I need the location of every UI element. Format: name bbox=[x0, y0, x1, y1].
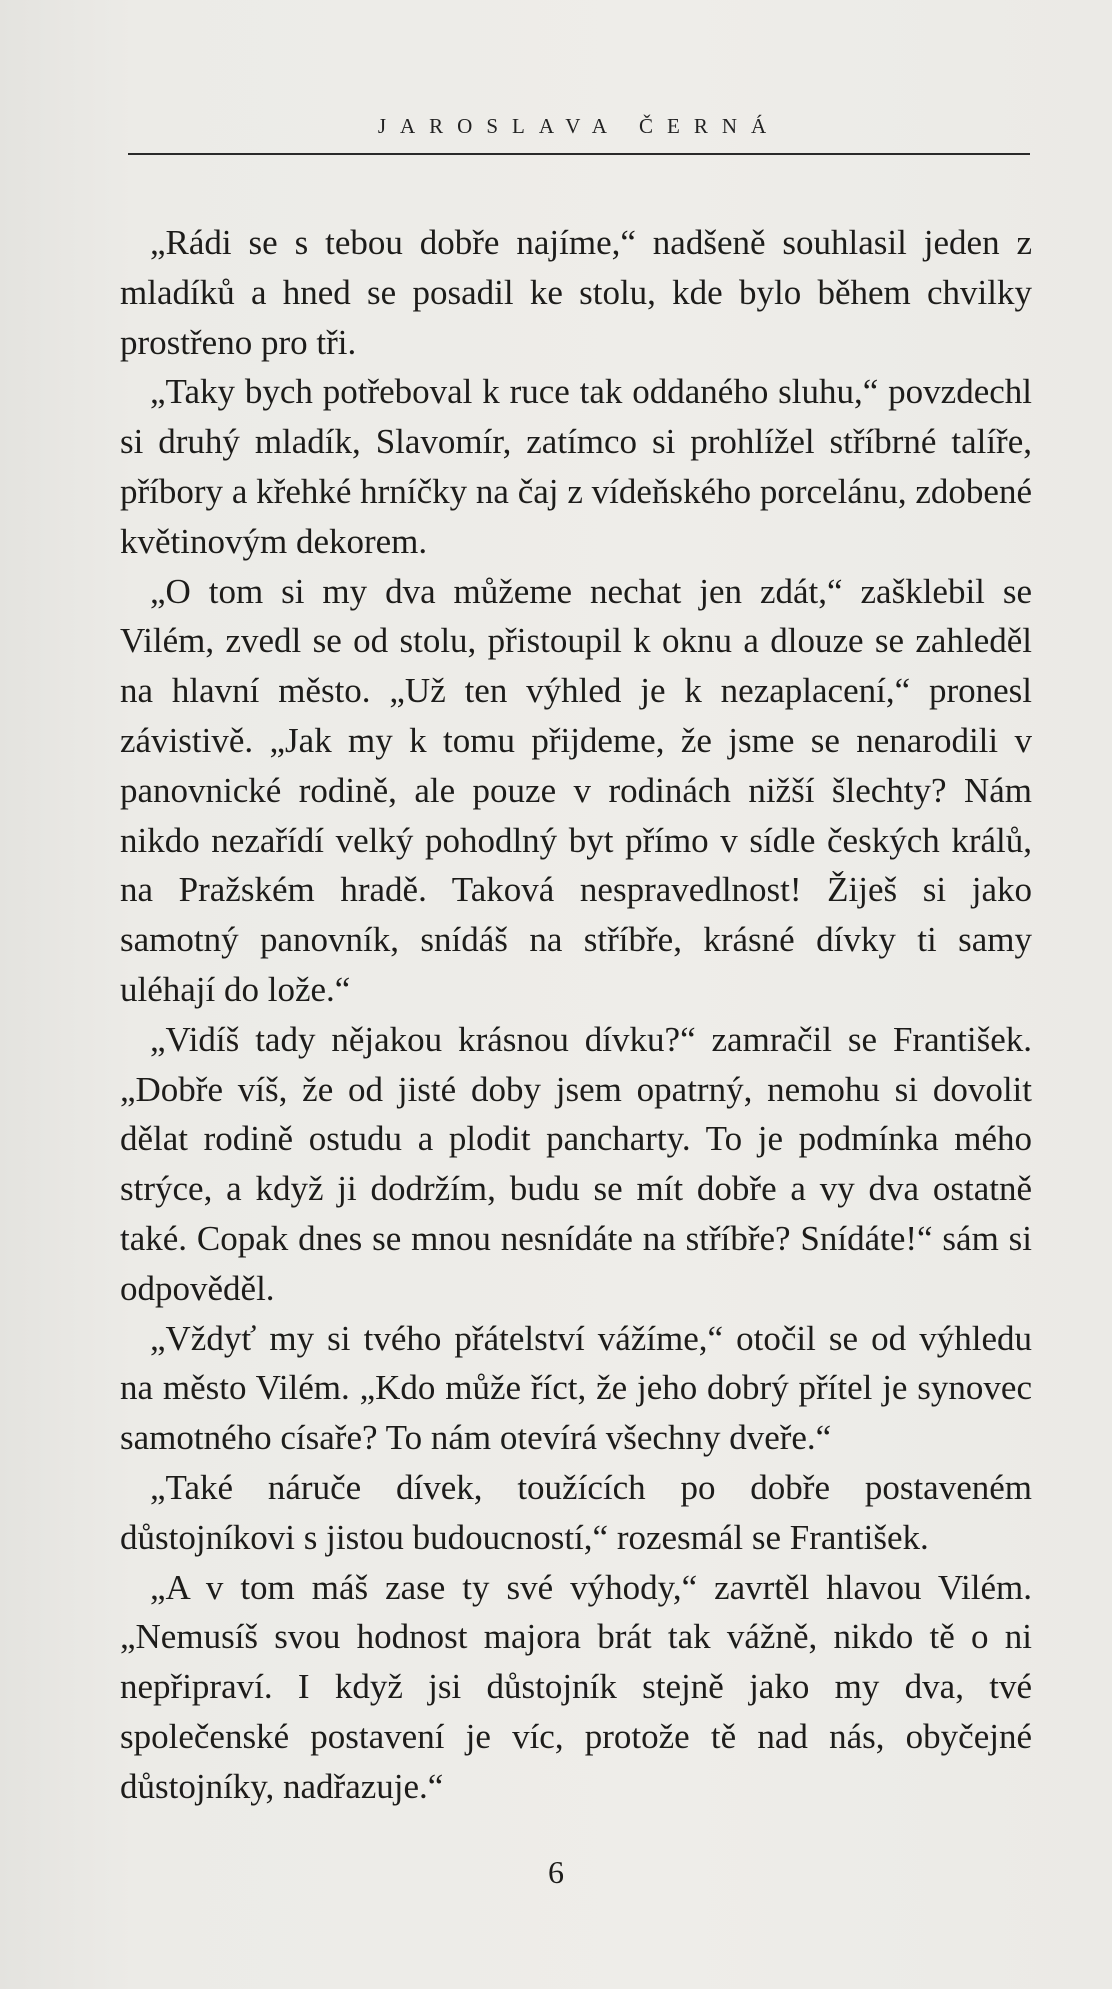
paragraph: „A v tom máš zase ty své výhody,“ zavrtěl hlavou Vilém. „Nemusíš svou hodnost majora brát tak vážně, nikdo tě o ni nepřipraví. I když jsi důstojník stejně jako my dva, tvé společenské postavení je víc, protože tě nad nás, obyčejné důstojníky, nadřazuje.“ bbox=[120, 1567, 1032, 1806]
paragraph: „Taky bych potřeboval k ruce tak oddaného sluhu,“ povzdechl si druhý mladík, Slavomír, zatímco si prohlížel stříbrné talíře, příbory a křehké hrníčky na čaj z vídeňského porcelánu, zdobené květinovým dekorem. bbox=[120, 372, 1032, 561]
header-rule bbox=[128, 153, 1030, 155]
paragraph: „O tom si my dva můžeme nechat jen zdát,“ zašklebil se Vilém, zvedl se od stolu, přistoupil k oknu a dlouze se zahleděl na hlavní město. „Už ten výhled je k nezaplacení,“ pronesl závistivě. „Jak my k tomu přijdeme, že jsme se nenarodili v panovnické rodině, ale pouze v rodinách nižší šlechty? Nám nikdo nezařídí velký pohodlný byt přímo v sídle českých králů, na Pražském hradě. Taková nespravedlnost! Žiješ si jako samotný panovník, snídáš na stříbře, krásné dívky ti samy uléhají do lože.“ bbox=[120, 571, 1032, 1009]
paragraph: „Vždyť my si tvého přátelství vážíme,“ otočil se od výhledu na město Vilém. „Kdo může říct, že jeho dobrý přítel je synovec samotného císaře? To nám otevírá všechny dveře.“ bbox=[120, 1318, 1032, 1458]
paragraph: „Také náruče dívek, toužících po dobře postaveném důstojníkovi s jistou budoucností,“ rozesmál se František. bbox=[120, 1467, 1032, 1557]
running-head-author: JAROSLAVA ČERNÁ bbox=[377, 114, 781, 138]
paragraph: „Rádi se s tebou dobře najíme,“ nadšeně souhlasil jeden z mladíků a hned se posadil ke stolu, kde bylo během chvilky prostřeno pro tři. bbox=[120, 223, 1032, 362]
body-text bbox=[120, 218, 1032, 1812]
page-number: 6 bbox=[548, 1854, 564, 1890]
paragraph: „Vidíš tady nějakou krásnou dívku?“ zamračil se František. „Dobře víš, že od jisté doby jsem opatrný, nemohu si dovolit dělat rodině ostudu a plodit pancharty. To je podmínka mého strýce, a když ji dodržím, budu se mít dobře a vy dva ostatně také. Copak dnes se mnou nesnídáte na stříbře? Snídáte!“ sám si odpověděl. bbox=[120, 1019, 1032, 1308]
